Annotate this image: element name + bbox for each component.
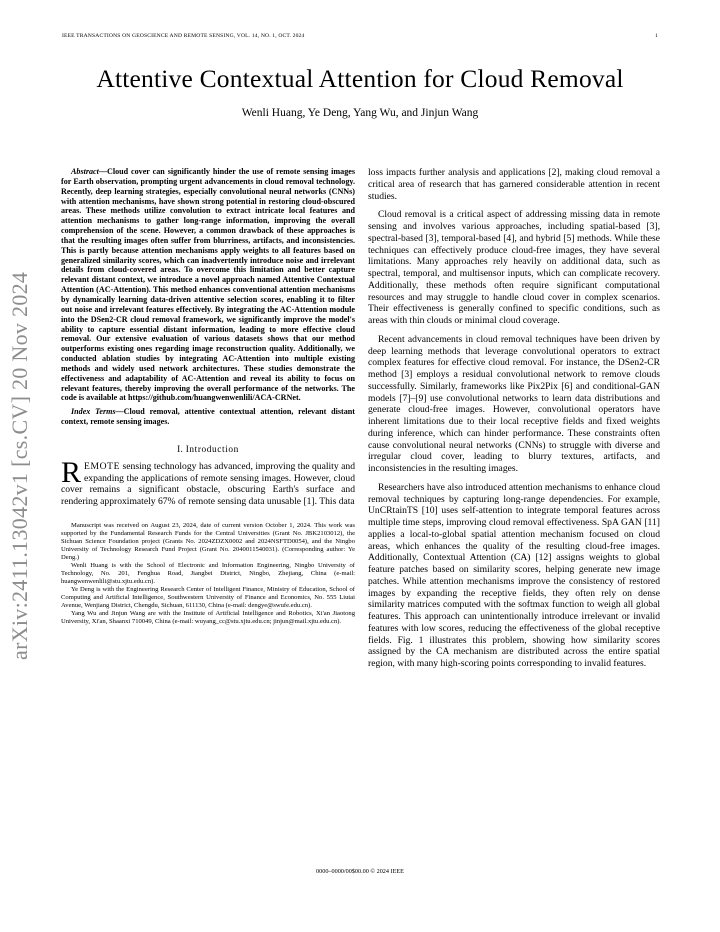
body-paragraph: loss impacts further analysis and applications [2], making cloud removal a critical area of research that has garnered considerable attention in recent studies. bbox=[368, 167, 660, 202]
index-terms bbox=[61, 407, 355, 427]
author-list: Wenli Huang, Ye Deng, Yang Wu, and Jinjun Wang bbox=[241, 107, 479, 119]
abstract-text: —Cloud cover can significantly hinder the use of remote sensing images for Earth observation, prompting urgent advancements in cloud removal technology. Recently, deep learning strategies, especially convolutional neural networks (CNNs) with attention mechanisms, have shown strong potential in restoring cloud-obscured areas. These methods utilize convolution to extract intricate local features and attention mechanisms to gather long-range information, improving the overall comprehension of the scene. However, a common drawback of these approaches is that the resulting images often suffer from blurriness, artifacts, and inconsistencies. This is partly because attention mechanisms apply weights to all features based on generalized similarity scores, which can inadvertently introduce noise and irrelevant details from cloud-covered areas. To overcome this limitation and better capture relevant distant context, we introduce a novel approach named Attentive Contextual Attention (AC-Attention). This method enhances conventional attention mechanisms by dynamically learning data-driven attentive selection scores, enabling it to filter out noise and irrelevant features effectively. By integrating the AC-Attention module into the DSen2-CR cloud removal framework, we significantly improve the model's ability to capture essential distant information, leading to more effective cloud removal. Our extensive evaluation of various datasets shows that our method outperforms existing ones regarding image reconstruction quality. Additionally, we conducted ablation studies by integrating AC-Attention into multiple existing methods and widely used network architectures. These studies demonstrate the effectiveness and adaptability of AC-Attention and reveal its ability to focus on relevant features, thereby improving the overall performance of the networks. The code is available at https://github.com/huangwenwenlili/ACA-CRNet. bbox=[61, 167, 355, 403]
body-paragraph: Cloud removal is a critical aspect of addressing missing data in remote sensing and involves various approaches, including spatial-based [3], spectral-based [3], temporal-based [4], and hybrid [5] methods. While these techniques can effectively produce cloud-free images, they have several limitations. Many approaches rely heavily on additional data, such as spectral, temporal, and multisensor inputs, which can complicate recovery. Additionally, these methods often require significant computational resources and may struggle to handle cloud cover in complex scenarios. Their effectiveness is generally confined to specific conditions, such as areas with thin clouds or minimal cloud coverage. bbox=[368, 209, 660, 326]
footnote-author-huang: Wenli Huang is with the School of Electronic and Information Engineering, Ningbo University of Technology, No. 201, Fenghua Road, Jiangbei District, Ningbo, Zhejiang, China (e-mail: huangwenwenlili@stu.xjtu.edu.cn). bbox=[61, 561, 355, 585]
index-terms-label: Index Terms bbox=[71, 407, 116, 417]
abstract bbox=[61, 167, 355, 403]
footnote-manuscript: Manuscript was received on August 23, 2024, date of current version October 1, 2024. This work was supported by the Fundamental Research Funds for the Central Universities (Grant No. JBK2103012), the Sichuan Science Foundation project (Grants No. 2024ZDZX0002 and 2024NSFTD0054), and the Ningbo University of Technology Research Fund Project (Grant No. 2040011540031). (Corresponding author: Ye Deng.) bbox=[61, 521, 355, 561]
left-column bbox=[61, 167, 355, 626]
index-terms-text: —Cloud removal, attentive contextual attention, relevant distant context, remote sensing images. bbox=[61, 407, 355, 427]
running-header bbox=[62, 33, 658, 39]
footnote-author-deng: Ye Deng is with the Engineering Research Center of Intelligent Finance, Ministry of Education, School of Computing and Artificial Intelligence, Southwestern University of Finance and Economics, No. 555 Liutai Avenue, Wenjiang District, Chengdu, Sichuan, 611130, China (e-mail: dengye@swufe.edu.cn). bbox=[61, 585, 355, 609]
intro-paragraph bbox=[61, 455, 355, 508]
right-column bbox=[368, 167, 660, 670]
intro-smallcaps: EMOTE bbox=[84, 460, 121, 472]
copyright-footer: 0000–0000/00$00.00 © 2024 IEEE bbox=[316, 868, 404, 875]
paper-title: Attentive Contextual Attention for Cloud Removal bbox=[96, 64, 624, 93]
page-number: 1 bbox=[655, 33, 658, 39]
arxiv-identifier: arXiv:2411.13042v1 [cs.CV] 20 Nov 2024 bbox=[7, 271, 32, 660]
journal-line: IEEE TRANSACTIONS ON GEOSCIENCE AND REMOTE SENSING, VOL. 14, NO. 1, OCT. 2024 bbox=[62, 33, 305, 39]
abstract-label: Abstract bbox=[71, 167, 99, 176]
drop-cap: R bbox=[61, 455, 82, 489]
body-paragraph: Researchers have also introduced attention mechanisms to enhance cloud removal techniques by capturing long-range dependencies. For example, UnCRtainTS [10] uses self-attention to integrate temporal features across multiple time steps, improving cloud removal effectiveness. SpA GAN [11] applies a local-to-global spatial attention mechanism focused on cloud areas, which enhances the quality of the resulting cloud-free images. Additionally, Contextual Attention (CA) [12] assigns weights to global feature patches based on similarity scores, helping generate new image patches. While attention mechanisms improve the consistency of restored images by expanding the receptive fields, they often rely on dense similarity matrices computed with the softmax function to weigh all global features. This approach can unintentionally introduce irrelevant or invalid features with low scores, reducing the effectiveness of the global receptive fields. Fig. 1 illustrates this problem, showing how similarity scores assigned by the CA mechanism are distributed across the entire spatial region, with many high-scoring points corresponding to invalid features. bbox=[368, 481, 660, 669]
footnotes bbox=[61, 522, 355, 626]
intro-text: sensing technology has advanced, improving the quality and expanding the applications of remote sensing images. However, cloud cover remains a significant obstacle, obscuring Earth's surface and rendering approximately 67% of remote sensing data unusable [1]. This data bbox=[61, 460, 355, 508]
section-title: Introduction bbox=[185, 444, 239, 455]
section-heading bbox=[61, 445, 355, 455]
footnote-author-wu-wang: Yang Wu and Jinjun Wang are with the Institute of Artificial Intelligence and Robotics, Xi'an Jiaotong University, Xi'an, Shaanxi 710049, China (e-mail: wuyang_cc@stu.xjtu.edu.cn; jinjun@mail.xjtu.edu.cn). bbox=[61, 609, 355, 625]
body-paragraph: Recent advancements in cloud removal techniques have been driven by deep learning methods that leverage convolutional operators to extract complex features for effective cloud removal. For instance, the DSen2-CR method [3] employs a residual convolutional network to remove clouds successfully. Similarly, frameworks like Pix2Pix [6] and conditional-GAN models [7]–[9] use convolutional networks to learn data distributions and generate cloud-free images. However, convolutional operators have inherent limitations due to their local receptive fields and fixed weights during inference, which can hinder performance. These constraints often cause convolutional neural networks (CNNs) to struggle with diverse and irregular cloud cover, leading to blurry textures, artifacts, and inconsistencies in the resulting images. bbox=[368, 333, 660, 474]
section-number: I. bbox=[177, 444, 184, 455]
